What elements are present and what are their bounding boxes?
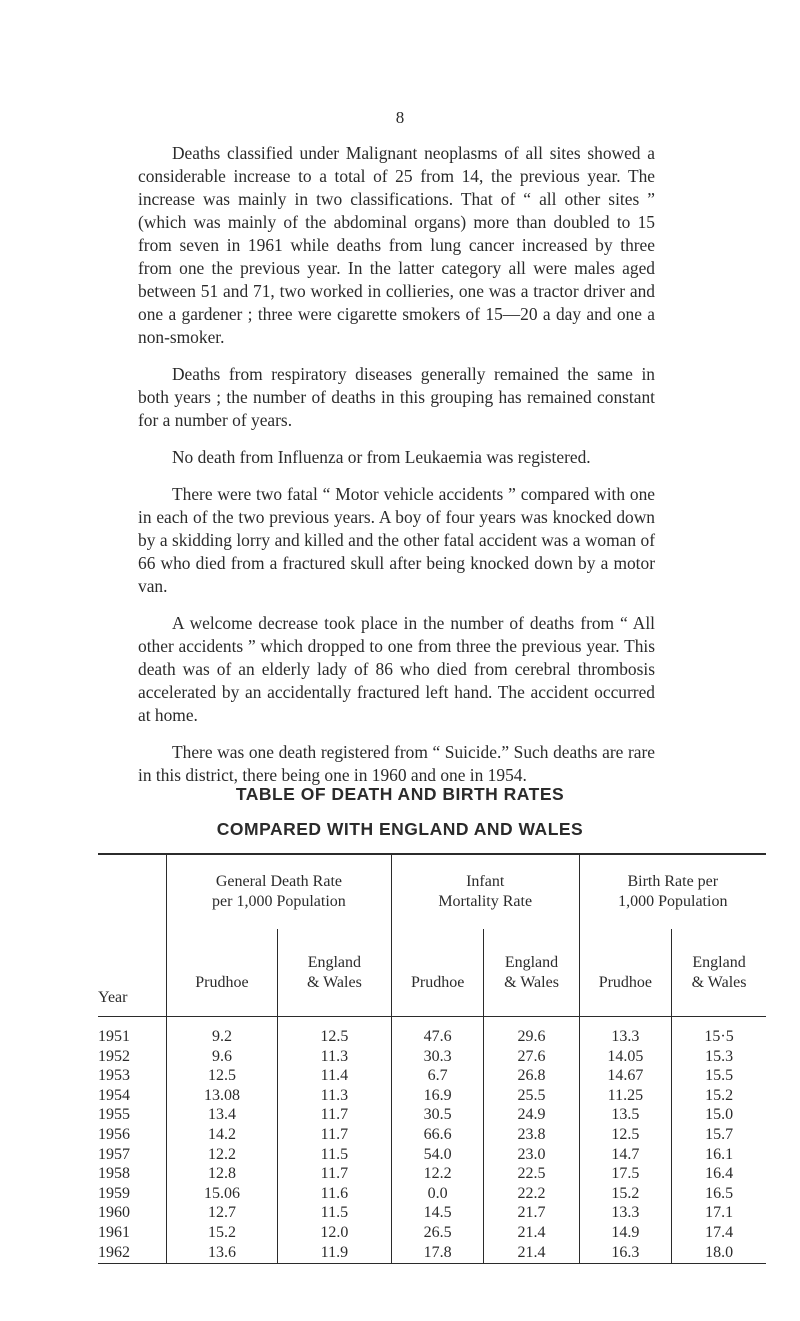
infant-mortality-england-cell: 26.8 xyxy=(484,1066,579,1086)
birth-rate-england-cell: 16.5 xyxy=(672,1184,766,1204)
birth-rate-england-cell: 17.1 xyxy=(672,1203,766,1223)
infant-mortality-england-cell: 21.4 xyxy=(484,1243,579,1264)
year-cell: 1953 xyxy=(98,1067,130,1085)
birth-rate-prudhoe-cell: 14.05 xyxy=(579,1047,672,1067)
birth-rate-england-cell: 15.3 xyxy=(672,1047,766,1067)
paragraph-suicide: There was one death registered from “ Suicide.” Such deaths are rare in this district, there being one in 1960 and one in 1954. xyxy=(138,742,655,785)
body-text xyxy=(138,142,655,801)
year-header: Year xyxy=(98,854,167,1017)
infant-mortality-england-header-line-2: & Wales xyxy=(504,973,559,991)
birth-rate-england-cell: 15·5 xyxy=(672,1017,766,1047)
table-row xyxy=(98,1164,766,1184)
table-row xyxy=(98,1066,766,1086)
infant-mortality-england-cell: 25.5 xyxy=(484,1086,579,1106)
birth-rate-prudhoe-cell: 14.67 xyxy=(579,1066,672,1086)
year-cell: 1957 xyxy=(98,1145,130,1163)
year-cell: 1958 xyxy=(98,1165,130,1183)
death-rate-england-header-line-2: & Wales xyxy=(306,973,362,991)
table-row xyxy=(98,1145,766,1165)
birth-rate-england-cell: 16.1 xyxy=(672,1145,766,1165)
birth-rate-prudhoe-cell: 17.5 xyxy=(579,1164,672,1184)
death-rate-prudhoe-cell: 13.08 xyxy=(167,1086,278,1106)
birth-rate-prudhoe-cell: 13.5 xyxy=(579,1105,672,1125)
birth-rate-prudhoe-cell: 15.2 xyxy=(579,1184,672,1204)
death-rate-prudhoe-cell: 9.6 xyxy=(167,1047,278,1067)
death-rate-prudhoe-cell: 15.06 xyxy=(167,1184,278,1204)
infant-mortality-england-header-line-1: England xyxy=(504,953,559,971)
birth-rate-england-cell: 15.0 xyxy=(672,1105,766,1125)
birth-rate-england-cell: 17.4 xyxy=(672,1223,766,1243)
paragraph-malignant-neoplasms: Deaths classified under Malignant neoplasms of all sites showed a considerable increase to a total of 25 from 14, the previous year. The increase was mainly in two classifications. That of “ all other sites ” (which was mainly of the abdominal organs) more than doubled to 15 from seven in 1961 while deaths from lung cancer increased by three from one the previous year. In the latter category all were males aged between 51 and 71, two worked in collieries, one was a tractor driver and one a gardener ; three were cigarette smokers of 15—20 a day and one a non-smoker. xyxy=(138,143,655,347)
paragraph-other-accidents: A welcome decrease took place in the number of deaths from “ All other accidents ” which dropped to one from three the previous year. This death was of an elderly lady of 86 who died from cerebral thrombosis accelerated by an accidentally fractured left hand. The accident occurred at home. xyxy=(138,613,655,725)
death-rate-england-cell: 11.4 xyxy=(277,1066,391,1086)
year-cell: 1959 xyxy=(98,1184,130,1202)
birth-rate-england-cell: 16.4 xyxy=(672,1164,766,1184)
birth-rate-header xyxy=(579,854,766,929)
year-cell: 1956 xyxy=(98,1125,130,1143)
death-rate-prudhoe-cell: 15.2 xyxy=(167,1223,278,1243)
infant-mortality-england-header xyxy=(484,929,579,1017)
table-row xyxy=(98,1086,766,1106)
birth-rate-prudhoe-cell: 13.3 xyxy=(579,1017,672,1047)
infant-mortality-england-cell: 21.7 xyxy=(484,1203,579,1223)
infant-mortality-england-cell: 29.6 xyxy=(484,1017,579,1047)
year-cell: 1960 xyxy=(98,1204,130,1222)
table-body xyxy=(98,1017,766,1264)
death-rate-england-cell: 11.5 xyxy=(277,1145,391,1165)
table-row xyxy=(98,1017,766,1047)
infant-mortality-england-cell: 23.0 xyxy=(484,1145,579,1165)
year-cell: 1952 xyxy=(98,1047,130,1065)
birth-rate-england-header-line-1: England xyxy=(692,953,746,971)
death-rate-england-cell: 11.5 xyxy=(277,1203,391,1223)
birth-rate-header-line-2: 1,000 Population xyxy=(618,893,728,910)
infant-mortality-prudhoe-cell: 30.5 xyxy=(391,1105,484,1125)
infant-mortality-prudhoe-cell: 14.5 xyxy=(391,1203,484,1223)
birth-rate-prudhoe-cell: 11.25 xyxy=(579,1086,672,1106)
table-title-line-1: TABLE OF DEATH AND BIRTH RATES xyxy=(235,784,565,804)
birth-rate-prudhoe-cell: 13.3 xyxy=(579,1203,672,1223)
infant-mortality-prudhoe-cell: 12.2 xyxy=(391,1164,484,1184)
table-row xyxy=(98,1184,766,1204)
birth-rate-england-cell: 15.5 xyxy=(672,1066,766,1086)
birth-rate-england-cell: 18.0 xyxy=(672,1243,766,1264)
table-row xyxy=(98,1125,766,1145)
year-cell: 1961 xyxy=(98,1223,130,1241)
infant-mortality-prudhoe-cell: 0.0 xyxy=(391,1184,484,1204)
paragraph-influenza-leukaemia: No death from Influenza or from Leukaemia was registered. xyxy=(172,447,591,467)
birth-rate-prudhoe-cell: 12.5 xyxy=(579,1125,672,1145)
infant-mortality-england-cell: 27.6 xyxy=(484,1047,579,1067)
general-death-rate-header-line-1: General Death Rate xyxy=(215,873,342,890)
death-rate-prudhoe-cell: 12.7 xyxy=(167,1203,278,1223)
infant-mortality-england-cell: 21.4 xyxy=(484,1223,579,1243)
infant-mortality-prudhoe-cell: 26.5 xyxy=(391,1223,484,1243)
birth-rate-england-cell: 15.2 xyxy=(672,1086,766,1106)
page-number: 8 xyxy=(395,108,405,127)
birth-rate-england-header xyxy=(672,929,766,1017)
death-rate-england-cell: 11.7 xyxy=(277,1105,391,1125)
infant-mortality-england-cell: 23.8 xyxy=(484,1125,579,1145)
infant-mortality-england-cell: 24.9 xyxy=(484,1105,579,1125)
paragraph-respiratory-diseases: Deaths from respiratory diseases generally remained the same in both years ; the number of deaths in this grouping has remained constant for a number of years. xyxy=(138,364,655,430)
death-rate-prudhoe-cell: 13.4 xyxy=(167,1105,278,1125)
death-rate-england-header xyxy=(277,929,391,1017)
death-rate-england-cell: 11.9 xyxy=(277,1243,391,1264)
year-cell: 1951 xyxy=(98,1028,130,1045)
death-rate-england-cell: 11.6 xyxy=(277,1184,391,1204)
birth-rate-england-cell: 15.7 xyxy=(672,1125,766,1145)
death-rate-prudhoe-cell: 12.2 xyxy=(167,1145,278,1165)
infant-mortality-prudhoe-cell: 30.3 xyxy=(391,1047,484,1067)
year-cell: 1954 xyxy=(98,1086,130,1104)
death-rate-england-cell: 12.5 xyxy=(277,1017,391,1047)
death-rate-prudhoe-cell: 12.8 xyxy=(167,1164,278,1184)
infant-mortality-header xyxy=(391,854,579,929)
birth-rate-prudhoe-header: Prudhoe xyxy=(579,929,672,1017)
paragraph-motor-vehicle-accidents: There were two fatal “ Motor vehicle accidents ” compared with one in each of the two previous years. A boy of four years was knocked down by a skidding lorry and killed and the other fatal accident was a woman of 66 who died from a fractured skull after being knocked down by a motor van. xyxy=(138,484,655,596)
infant-mortality-prudhoe-cell: 47.6 xyxy=(391,1017,484,1047)
death-birth-rates-table xyxy=(98,853,766,1264)
table-row xyxy=(98,1203,766,1223)
death-rate-prudhoe-cell: 13.6 xyxy=(167,1243,278,1264)
general-death-rate-header-line-2: per 1,000 Population xyxy=(212,893,346,910)
table-row xyxy=(98,1243,766,1264)
infant-mortality-prudhoe-cell: 17.8 xyxy=(391,1243,484,1264)
death-rate-england-cell: 12.0 xyxy=(277,1223,391,1243)
death-rate-england-cell: 11.7 xyxy=(277,1164,391,1184)
infant-mortality-prudhoe-header: Prudhoe xyxy=(391,929,484,1017)
death-rate-england-cell: 11.3 xyxy=(277,1086,391,1106)
death-rate-prudhoe-cell: 9.2 xyxy=(167,1017,278,1047)
infant-mortality-england-cell: 22.5 xyxy=(484,1164,579,1184)
infant-mortality-prudhoe-cell: 16.9 xyxy=(391,1086,484,1106)
death-rate-prudhoe-header: Prudhoe xyxy=(167,929,278,1017)
death-rate-england-header-line-1: England xyxy=(307,953,362,971)
death-rate-england-cell: 11.3 xyxy=(277,1047,391,1067)
infant-mortality-prudhoe-cell: 6.7 xyxy=(391,1066,484,1086)
general-death-rate-header xyxy=(167,854,392,929)
infant-mortality-england-cell: 22.2 xyxy=(484,1184,579,1204)
year-cell: 1962 xyxy=(98,1243,167,1264)
infant-mortality-prudhoe-cell: 54.0 xyxy=(391,1145,484,1165)
birth-rate-prudhoe-cell: 14.9 xyxy=(579,1223,672,1243)
birth-rate-prudhoe-cell: 14.7 xyxy=(579,1145,672,1165)
birth-rate-prudhoe-cell: 16.3 xyxy=(579,1243,672,1264)
birth-rate-england-header-line-2: & Wales xyxy=(691,973,747,991)
death-rate-prudhoe-cell: 12.5 xyxy=(167,1066,278,1086)
year-cell: 1955 xyxy=(98,1106,130,1124)
birth-rate-header-line-1: Birth Rate per xyxy=(627,873,719,890)
table-row xyxy=(98,1047,766,1067)
death-rate-england-cell: 11.7 xyxy=(277,1125,391,1145)
table-row xyxy=(98,1223,766,1243)
infant-mortality-header-line-2: Mortality Rate xyxy=(438,893,533,910)
table-row xyxy=(98,1105,766,1125)
death-rate-prudhoe-cell: 14.2 xyxy=(167,1125,278,1145)
infant-mortality-prudhoe-cell: 66.6 xyxy=(391,1125,484,1145)
table-title-line-2: COMPARED WITH ENGLAND AND WALES xyxy=(216,819,584,839)
infant-mortality-header-line-1: Infant xyxy=(466,873,505,890)
